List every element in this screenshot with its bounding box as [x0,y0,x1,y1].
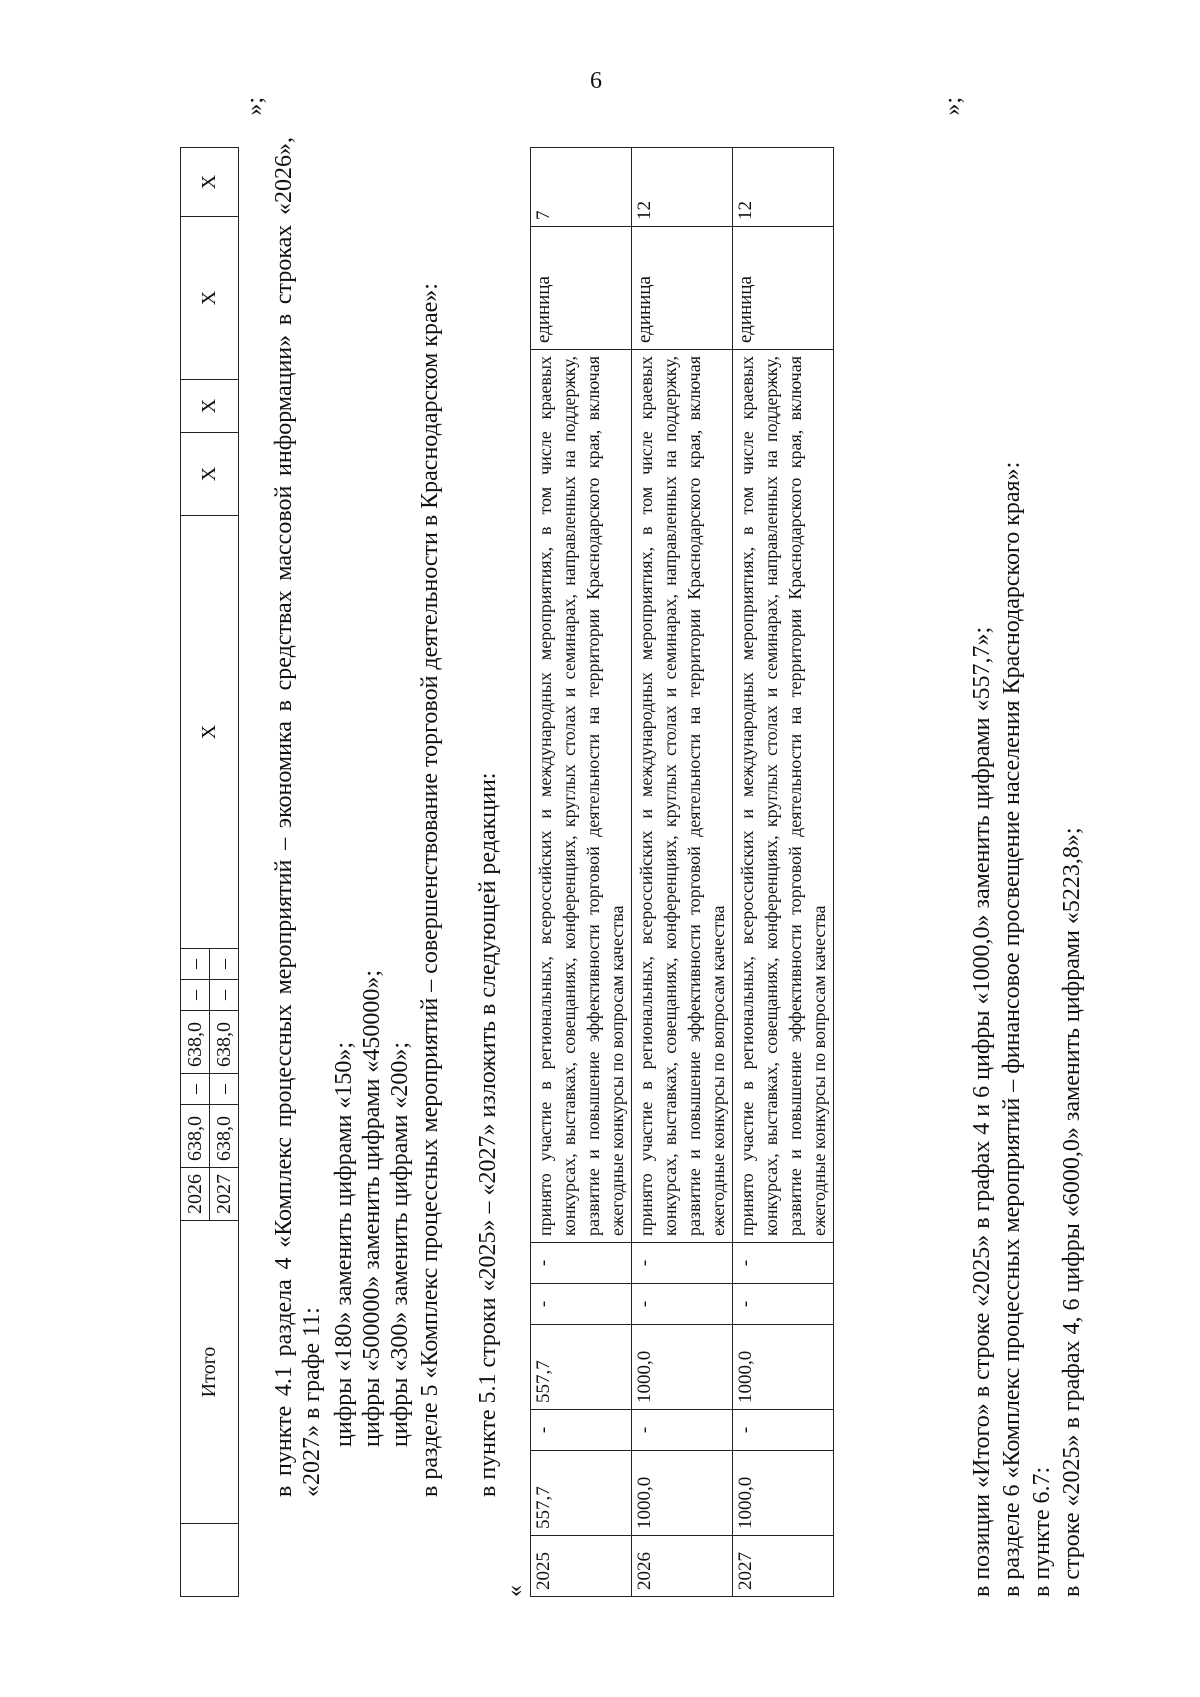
paragraph: цифры «300» заменить цифрами «200»; [387,1041,413,1447]
table-cell [181,1524,239,1597]
table-cell: 2027 [733,1536,834,1597]
table-cell: 638,0 [210,1105,239,1168]
totals-table [180,147,239,1597]
table-cell: - [632,1410,733,1451]
table-cell: – [210,949,239,980]
table-cell: Итого [181,1221,239,1524]
table-cell: 1000,0 [632,1325,733,1410]
table-cell: принято участие в региональных, всероссийских и международных мероприятиях, в том числе краевых конкурсах, выставках, совещаниях, конференциях, круглых столах и семинарах, направленных на поддержку, развитие и повышение эффективности торговой деятельности на территории Краснодарского края, включая ежегодные конкурсы по вопросам качества [733,350,834,1243]
table-cell: – [210,980,239,1011]
paragraph: в пункте 4.1 раздела 4 «Комплекс процессных мероприятий – экономика в средствах массовой информации» в строках «2026», «2027» в графе 11: [271,137,325,1497]
table-cell: единица [531,227,632,350]
table-cell: - [531,1284,632,1325]
paragraph: в пункте 5.1 строки «2025» – «2027» изложить в следующей редакции: [475,772,501,1497]
table-cell: принято участие в региональных, всероссийских и международных мероприятиях, в том числе краевых конкурсах, выставках, совещаниях, конференциях, круглых столах и семинарах, направленных на поддержку, развитие и повышение эффективности торговой деятельности на территории Краснодарского края, включая ежегодные конкурсы по вопросам качества [531,350,632,1243]
table-cell: 638,0 [181,1105,210,1168]
table-cell: X [181,516,239,949]
table-cell: 1000,0 [733,1325,834,1410]
table-row [632,148,733,1597]
table-cell: принято участие в региональных, всероссийских и международных мероприятиях, в том числе краевых конкурсах, выставках, совещаниях, конференциях, круглых столах и семинарах, направленных на поддержку, развитие и повышение эффективности торговой деятельности на территории Краснодарского края, включая ежегодные конкурсы по вопросам качества [632,350,733,1243]
table-cell: - [733,1243,834,1284]
table-row [181,148,210,1597]
table-cell: – [181,1074,210,1105]
table-cell: 2025 [531,1536,632,1597]
open-quote-mark: « [502,1585,528,1597]
table-cell: 557,7 [531,1451,632,1536]
paragraph: в строке «2025» в графах 4, 6 цифры «6000,0» заменить цифрами «5223,8»; [1059,827,1085,1597]
table-cell: 2026 [181,1168,210,1221]
table-row [733,148,834,1597]
paragraph: цифры «180» заменить цифрами «150»; [331,1041,357,1447]
table-cell: 12 [733,148,834,227]
table-cell: 557,7 [531,1325,632,1410]
table-cell: - [733,1410,834,1451]
table-cell: X [181,148,239,217]
table-cell: 638,0 [181,1011,210,1074]
table-cell: X [181,433,239,516]
paragraph: в разделе 5 «Комплекс процессных мероприятий – совершенствование торговой деятельности в Краснодарском крае»: [417,283,443,1497]
table-cell: единица [733,227,834,350]
table-cell: 7 [531,148,632,227]
table-cell: - [531,1410,632,1451]
page-number: 6 [590,68,602,94]
paragraph: цифры «500000» заменить цифрами «450000»; [359,969,385,1447]
paragraph: в пункте 6.7: [1029,1466,1055,1597]
table-cell: 2026 [632,1536,733,1597]
table-cell: 1000,0 [632,1451,733,1536]
table-row [531,148,632,1597]
table-cell: - [632,1284,733,1325]
table-cell: – [181,949,210,980]
table-cell: – [210,1074,239,1105]
table-cell: 638,0 [210,1011,239,1074]
end-quote-mark: »; [242,97,268,116]
paragraph: в позиции «Итого» в строке «2025» в графах 4 и 6 цифры «1000,0» заменить цифрами «557,7»; [969,626,995,1597]
table-cell: - [733,1284,834,1325]
table-cell: 12 [632,148,733,227]
table-cell: 1000,0 [733,1451,834,1536]
table-cell: X [181,380,239,433]
table-cell: 2027 [210,1168,239,1221]
paragraph: в разделе 6 «Комплекс процессных мероприятий – финансовое просвещение населения Краснодарского края»: [999,461,1025,1597]
rotated-content [140,97,1180,1597]
table-cell: - [531,1243,632,1284]
table-cell: X [181,217,239,380]
measures-table [530,147,834,1597]
table-cell: – [181,980,210,1011]
table-cell: - [632,1243,733,1284]
end-quote-mark: »; [940,97,966,116]
table-cell: единица [632,227,733,350]
